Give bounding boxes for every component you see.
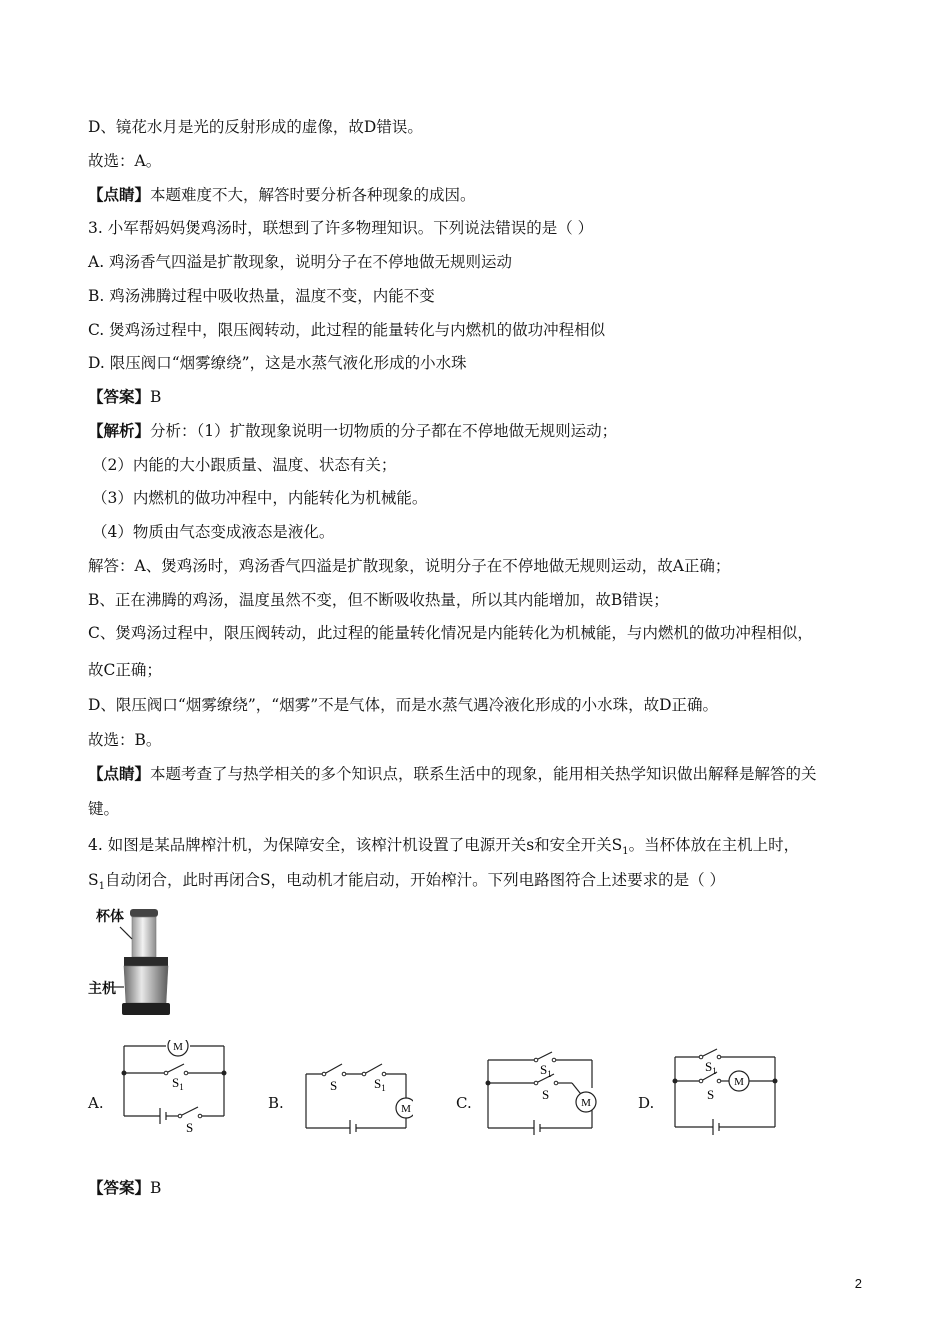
text-line: D、限压阀口“烟雾缭绕”，“烟雾”不是气体，而是水蒸气遇冷液化形成的小水珠，故D正确。	[88, 696, 719, 714]
circuit-b	[298, 1052, 413, 1134]
text-line: 键。	[88, 800, 120, 818]
motor-label: M	[734, 1076, 744, 1088]
answer-line	[88, 1178, 161, 1198]
juicer-image	[86, 905, 181, 1023]
motor-label: M	[401, 1103, 411, 1115]
cup-label: 杯体	[96, 909, 124, 925]
tag-dianjing: 【点睛】	[88, 185, 151, 204]
text-span: 分析：（1）扩散现象说明一切物质的分子都在不停地做无规则运动；	[150, 422, 618, 440]
circuit-a	[110, 1040, 240, 1135]
switch-s-label: S	[707, 1087, 715, 1102]
switch-s-label: S	[186, 1120, 194, 1135]
answer-value: B	[150, 1179, 162, 1197]
text-line: C、煲鸡汤过程中，限压阀转动，此过程的能量转化情况是内能转化为机械能，与内燃机的做功冲程相似，	[88, 624, 813, 642]
tag-answer: 【答案】	[88, 1178, 151, 1197]
base-label: 主机	[88, 981, 116, 997]
text-line: B、正在沸腾的鸡汤，温度虽然不变，但不断吸收热量，所以其内能增加，故B错误；	[88, 591, 669, 609]
circuit-d	[665, 1045, 785, 1137]
text-line: （2）内能的大小跟质量、温度、状态有关；	[92, 456, 397, 474]
tag-analysis: 【解析】	[88, 421, 151, 440]
switch-s-label: S	[330, 1078, 338, 1093]
switch-s-label: S	[542, 1087, 550, 1102]
text-line: 解答：A、煲鸡汤时，鸡汤香气四溢是扩散现象，说明分子在不停地做无规则运动，故A正确；	[88, 557, 731, 575]
text-span: 本题考查了与热学相关的多个知识点，联系生活中的现象，能用相关热学知识做出解释是解答的关	[150, 765, 817, 783]
circuit-option-a-label: A.	[88, 1094, 104, 1112]
circuit-option-c-label: C.	[456, 1094, 472, 1112]
text-line: （3）内燃机的做功冲程中，内能转化为机械能。	[92, 489, 428, 507]
text-span: 本题难度不大，解答时要分析各种现象的成因。	[150, 186, 476, 204]
text-line: D、镜花水月是光的反射形成的虚像，故D错误。	[88, 118, 423, 136]
text-line	[88, 185, 476, 205]
text-line: 故选：A。	[88, 152, 162, 170]
text-span: 4. 如图是某品牌榨汁机，为保障安全，该榨汁机设置了电源开关s和安全开关S	[88, 836, 623, 854]
text-line: 故C正确；	[88, 661, 162, 679]
question-4	[88, 835, 799, 862]
motor-label: M	[581, 1097, 591, 1109]
text-line	[88, 764, 817, 784]
answer-line	[88, 387, 161, 407]
text-span: 。当杯体放在主机上时，	[628, 836, 800, 854]
motor-label: M	[173, 1041, 183, 1053]
tag-dianjing: 【点睛】	[88, 764, 151, 783]
switch-s1-label: $S_1$	[374, 1076, 386, 1093]
circuit-option-d-label: D.	[638, 1094, 655, 1112]
text-span: 自动闭合，此时再闭合S，电动机才能启动，开始榨汁。下列电路图符合上述要求的是（ ）	[105, 871, 726, 889]
subscript: 1	[622, 846, 629, 858]
question-3: 3. 小军帮妈妈煲鸡汤时，联想到了许多物理知识。下列说法错误的是（ ）	[88, 219, 594, 237]
subscript: 1	[98, 881, 105, 893]
analysis-line	[88, 421, 617, 441]
option-d: D. 限压阀口“烟雾缭绕”，这是水蒸气液化形成的小水珠	[88, 354, 467, 372]
switch-s1-label: $S_1$	[540, 1062, 552, 1079]
circuit-c	[480, 1050, 600, 1135]
text-line	[88, 870, 725, 897]
option-a: A. 鸡汤香气四溢是扩散现象，说明分子在不停地做无规则运动	[88, 253, 513, 271]
switch-s1-label: $S_1$	[705, 1059, 717, 1076]
option-c: C. 煲鸡汤过程中，限压阀转动，此过程的能量转化与内燃机的做功冲程相似	[88, 321, 606, 339]
answer-value: B	[150, 388, 162, 406]
switch-s1-label: $S_1$	[172, 1075, 184, 1092]
text-span: S	[88, 871, 99, 889]
text-line: （4）物质由气态变成液态是液化。	[92, 523, 335, 541]
option-b: B. 鸡汤沸腾过程中吸收热量，温度不变，内能不变	[88, 287, 435, 305]
page-number: 2	[854, 1276, 862, 1291]
text-line: 故选：B。	[88, 731, 162, 749]
circuit-option-b-label: B.	[268, 1094, 284, 1112]
tag-answer: 【答案】	[88, 387, 151, 406]
